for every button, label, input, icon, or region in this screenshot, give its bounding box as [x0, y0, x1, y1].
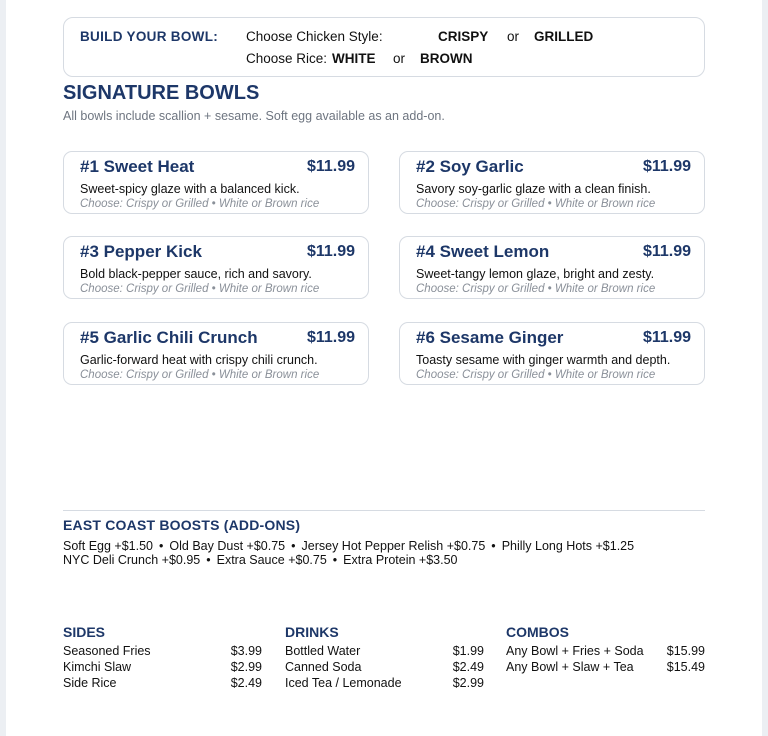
item-name: Bottled Water: [285, 644, 361, 658]
boost-item: Old Bay Dust +$0.75: [169, 539, 286, 553]
bowl-description: Garlic-forward heat with crispy chili crunch.: [80, 353, 318, 367]
item-name: Side Rice: [63, 676, 117, 690]
bowl-price: $11.99: [306, 158, 355, 175]
item-price: $3.99: [230, 644, 262, 658]
list-item: [63, 660, 262, 676]
or-text: or: [507, 29, 520, 44]
bowl-description: Toasty sesame with ginger warmth and depth.: [416, 353, 671, 367]
list-item: [63, 644, 262, 660]
bowl-name: #6 Sesame Ginger: [416, 328, 564, 347]
bowl-name: #4 Sweet Lemon: [416, 242, 550, 261]
item-price: $2.99: [452, 676, 484, 690]
bowl-price: $11.99: [642, 158, 691, 175]
item-price: $2.49: [230, 676, 262, 690]
bowl-description: Sweet-tangy lemon glaze, bright and zesty.: [416, 267, 655, 281]
boosts-line-1: [63, 539, 634, 553]
bowl-description: Sweet-spicy glaze with a balanced kick.: [80, 182, 300, 196]
drinks-title: DRINKS: [285, 624, 339, 640]
boost-item: Extra Sauce +$0.75: [216, 553, 327, 567]
bowl-price: $11.99: [306, 329, 355, 346]
bowl-options: Choose: Crispy or Grilled • White or Brown rice: [416, 369, 656, 381]
boost-item: Extra Protein +$3.50: [343, 553, 458, 567]
bowl-card-garlic-chili-crunch: [63, 322, 369, 385]
drinks-section: [285, 624, 484, 692]
rice-option-white: WHITE: [332, 51, 376, 66]
bowl-options: Choose: Crispy or Grilled • White or Brown rice: [80, 369, 320, 381]
separator: •: [159, 539, 164, 553]
chicken-style-prompt: Choose Chicken Style:: [246, 29, 383, 44]
bowl-options: Choose: Crispy or Grilled • White or Brown rice: [416, 198, 656, 210]
item-price: $15.49: [666, 660, 705, 674]
combos-section: [506, 624, 705, 676]
item-price: $1.99: [452, 644, 484, 658]
rice-prompt: Choose Rice:: [246, 51, 328, 66]
boosts-title: EAST COAST BOOSTS (ADD-ONS): [63, 517, 301, 533]
list-item: [285, 660, 484, 676]
sides-section: [63, 624, 262, 692]
list-item: [285, 644, 484, 660]
item-name: Any Bowl + Fries + Soda: [506, 644, 644, 658]
item-name: Iced Tea / Lemonade: [285, 676, 402, 690]
bowl-options: Choose: Crispy or Grilled • White or Brown rice: [416, 283, 656, 295]
item-name: Any Bowl + Slaw + Tea: [506, 660, 634, 674]
item-price: $2.49: [452, 660, 484, 674]
bowl-description: Bold black-pepper sauce, rich and savory.: [80, 267, 312, 281]
bowl-name: #5 Garlic Chili Crunch: [80, 328, 258, 347]
list-item: [63, 676, 262, 692]
item-price: $15.99: [666, 644, 705, 658]
chicken-option-grilled: GRILLED: [534, 29, 594, 44]
boosts-line-2: [63, 553, 457, 567]
bowl-options: Choose: Crispy or Grilled • White or Brown rice: [80, 198, 320, 210]
item-name: Seasoned Fries: [63, 644, 151, 658]
bowl-name: #3 Pepper Kick: [80, 242, 202, 261]
item-name: Kimchi Slaw: [63, 660, 132, 674]
boost-item: Jersey Hot Pepper Relish +$0.75: [301, 539, 486, 553]
bowl-name: #2 Soy Garlic: [416, 157, 524, 176]
bowl-description: Savory soy-garlic glaze with a clean finish.: [416, 182, 651, 196]
list-item: [285, 676, 484, 692]
separator: •: [291, 539, 296, 553]
chicken-option-crispy: CRISPY: [438, 29, 489, 44]
separator: •: [491, 539, 496, 553]
separator: •: [332, 553, 338, 567]
rice-option-brown: BROWN: [420, 51, 473, 66]
bowl-price: $11.99: [306, 243, 355, 260]
build-your-bowl-box: [63, 17, 705, 77]
bowl-card-soy-garlic: [399, 151, 705, 214]
signature-bowls-subtitle: All bowls include scallion + sesame. Soft egg available as an add-on.: [63, 109, 445, 123]
bowl-price: $11.99: [642, 329, 691, 346]
sides-title: SIDES: [63, 624, 106, 640]
or-text: or: [393, 51, 406, 66]
bowl-card-pepper-kick: [63, 236, 369, 299]
bowl-card-sweet-lemon: [399, 236, 705, 299]
list-item: [506, 660, 705, 676]
item-name: Canned Soda: [285, 660, 362, 674]
bowl-card-sesame-ginger: [399, 322, 705, 385]
separator: •: [206, 553, 211, 567]
bowl-options: Choose: Crispy or Grilled • White or Brown rice: [80, 283, 320, 295]
combos-title: COMBOS: [506, 624, 569, 640]
bowl-card-sweet-heat: [63, 151, 369, 214]
boost-item: NYC Deli Crunch +$0.95: [63, 553, 201, 567]
boost-item: Philly Long Hots +$1.25: [501, 539, 635, 553]
signature-bowls-title: SIGNATURE BOWLS: [63, 82, 260, 104]
item-price: $2.99: [230, 660, 262, 674]
menu-page: [6, 0, 762, 736]
bowl-price: $11.99: [642, 243, 691, 260]
build-your-bowl-label: BUILD YOUR BOWL:: [80, 29, 219, 44]
list-item: [506, 644, 705, 660]
section-divider: [63, 510, 705, 511]
bowl-name: #1 Sweet Heat: [80, 157, 195, 176]
boost-item: Soft Egg +$1.50: [63, 539, 154, 553]
